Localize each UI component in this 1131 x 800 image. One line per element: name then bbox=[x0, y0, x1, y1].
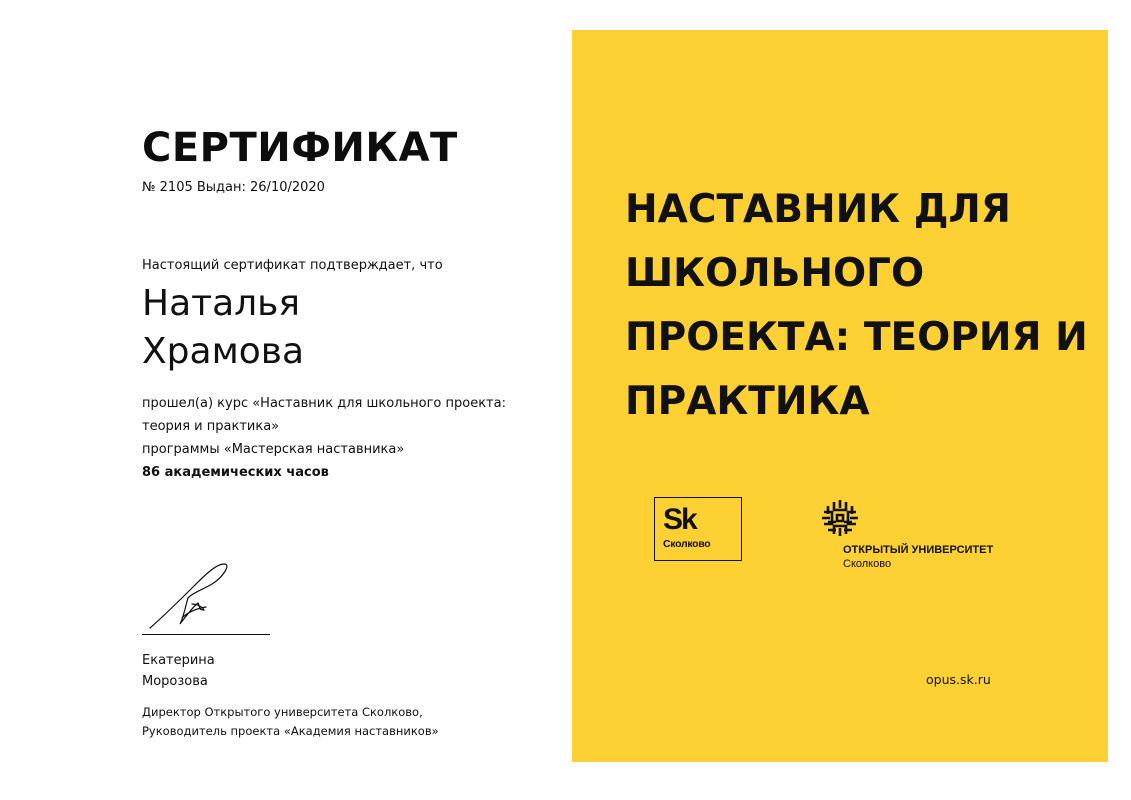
recipient-first-name: Наталья bbox=[142, 283, 301, 324]
course-panel bbox=[572, 30, 1108, 762]
signature-image bbox=[142, 558, 272, 634]
open-university-name: ОТКРЫТЫЙ УНИВЕРСИТЕТ bbox=[843, 544, 994, 556]
academic-hours: 86 академических часов bbox=[142, 465, 329, 480]
course-line: теория и практика» bbox=[142, 419, 280, 434]
course-line: программы «Мастерская наставника» bbox=[142, 442, 405, 457]
skolkovo-logo bbox=[654, 497, 742, 561]
recipient-name bbox=[142, 280, 502, 376]
course-line: прошел(а) курс «Наставник для школьного проекта: bbox=[142, 396, 506, 411]
open-university-maze-icon bbox=[820, 498, 860, 538]
course-description bbox=[142, 392, 552, 484]
recipient-last-name: Храмова bbox=[142, 331, 305, 372]
course-title-line: ПРОЕКТА: ТЕОРИЯ И bbox=[625, 315, 1088, 360]
signature-line bbox=[142, 634, 270, 635]
certificate-title: СЕРТИФИКАТ bbox=[142, 125, 458, 171]
confirmation-text: Настоящий сертификат подтверждает, что bbox=[142, 258, 443, 273]
signer-name bbox=[142, 650, 215, 692]
website-link[interactable]: opus.sk.ru bbox=[926, 672, 991, 687]
course-title bbox=[625, 178, 1095, 434]
open-university-subtitle: Сколково bbox=[843, 558, 892, 570]
signer-position-line: Руководитель проекта «Академия наставников» bbox=[142, 724, 439, 738]
course-title-line: НАСТАВНИК ДЛЯ bbox=[625, 187, 1011, 232]
signer-position-line: Директор Открытого университета Сколково, bbox=[142, 705, 423, 719]
course-title-line: ШКОЛЬНОГО bbox=[625, 251, 925, 296]
skolkovo-logo-word: Сколково bbox=[663, 538, 711, 550]
certificate-number-date: № 2105 Выдан: 26/10/2020 bbox=[142, 180, 325, 195]
course-title-line: ПРАКТИКА bbox=[625, 379, 870, 424]
signer-first-name: Екатерина bbox=[142, 653, 215, 668]
skolkovo-logo-mark: Sk bbox=[663, 503, 696, 536]
signer-last-name: Морозова bbox=[142, 674, 208, 689]
signer-position bbox=[142, 703, 439, 741]
